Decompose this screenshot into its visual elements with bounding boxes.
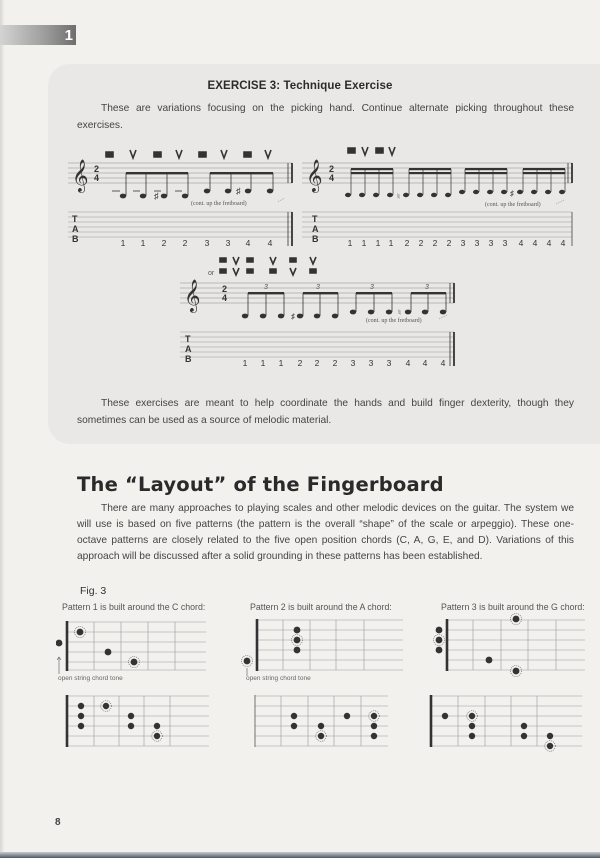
svg-text:A: A — [185, 344, 192, 354]
svg-text:1: 1 — [375, 238, 381, 248]
svg-text:3: 3 — [425, 284, 429, 291]
svg-text:or: or — [208, 270, 215, 277]
svg-text:4: 4 — [405, 358, 411, 368]
svg-text:3: 3 — [460, 238, 466, 248]
page-number: 8 — [55, 817, 61, 828]
svg-text:3: 3 — [370, 284, 374, 291]
section-body-text: There are many approaches to playing scales and other melodic devices on the guitar. The system we will use is based on five patterns (the pattern is the overall “shape” of the scale or arpeggio). These one-octave patterns are closely related to the five open position chords (C, A, G, E, and D). Variations of this approach will be discussed after a solid grounding in these patterns has been established. — [77, 503, 574, 562]
notation-example-2 — [302, 145, 577, 250]
svg-text:1: 1 — [242, 358, 248, 368]
svg-text:2: 2 — [222, 284, 228, 294]
svg-text:T: T — [72, 214, 78, 224]
svg-text:1: 1 — [260, 358, 266, 368]
svg-text:T: T — [185, 334, 191, 344]
page-edge-shadow — [0, 0, 4, 858]
svg-text:B: B — [185, 354, 192, 364]
notation-example-3 — [180, 255, 460, 370]
svg-text:2: 2 — [297, 358, 303, 368]
svg-text:1: 1 — [140, 238, 146, 248]
svg-text:♯: ♯ — [510, 189, 514, 198]
svg-text:A: A — [72, 224, 79, 234]
svg-text:𝄞: 𝄞 — [306, 159, 323, 192]
svg-text:3: 3 — [316, 284, 320, 291]
svg-text:3: 3 — [488, 238, 494, 248]
svg-text:3: 3 — [225, 238, 231, 248]
svg-text:T: T — [312, 214, 318, 224]
svg-text:♯: ♯ — [291, 312, 295, 321]
exercise-outro — [77, 396, 574, 429]
pattern-1-caption: Pattern 1 is built around the C chord: — [62, 602, 206, 612]
svg-text:1: 1 — [278, 358, 284, 368]
svg-text:4: 4 — [560, 238, 566, 248]
svg-text:4: 4 — [422, 358, 428, 368]
svg-text:3: 3 — [350, 358, 356, 368]
svg-text:2: 2 — [329, 164, 335, 174]
svg-text:(cont. up the fretboard): (cont. up the fretboard) — [485, 202, 541, 208]
svg-text:♮: ♮ — [397, 192, 400, 201]
svg-text:4: 4 — [222, 293, 228, 303]
pattern-1-open-string-note: open string chord tone — [58, 675, 123, 682]
svg-text:2: 2 — [161, 238, 167, 248]
svg-text:2: 2 — [332, 358, 338, 368]
svg-text:1: 1 — [120, 238, 126, 248]
svg-text:4: 4 — [546, 238, 552, 248]
pattern-1-diagram-upper — [56, 618, 216, 678]
section-title: The “Layout” of the Fingerboard — [77, 473, 444, 496]
svg-text:1: 1 — [347, 238, 353, 248]
svg-text:4: 4 — [532, 238, 538, 248]
svg-text:4: 4 — [440, 358, 446, 368]
svg-text:2: 2 — [418, 238, 424, 248]
notation-example-1 — [68, 145, 298, 250]
pattern-2-open-string-note: open string chord tone — [246, 675, 311, 682]
svg-text:1: 1 — [361, 238, 367, 248]
svg-text:♯: ♯ — [154, 191, 159, 201]
svg-text:4: 4 — [245, 238, 251, 248]
svg-text:3: 3 — [204, 238, 210, 248]
figure-label: Fig. 3 — [80, 585, 107, 597]
svg-text:𝄞: 𝄞 — [184, 279, 201, 312]
svg-text:4: 4 — [518, 238, 524, 248]
exercise-title: EXERCISE 3: Technique Exercise — [207, 80, 393, 92]
svg-text:2: 2 — [314, 358, 320, 368]
downstroke-icon — [106, 152, 113, 157]
exercise-outro-text: These exercises are meant to help coordinate the hands and build finger dexterity, though they sometimes can be used as a source of melodic material. — [77, 398, 574, 426]
section-body — [77, 501, 574, 565]
svg-text:♯: ♯ — [236, 186, 241, 196]
svg-text:A: A — [312, 224, 319, 234]
svg-text:2: 2 — [432, 238, 438, 248]
svg-text:2: 2 — [94, 164, 100, 174]
chapter-number: 1 — [64, 26, 73, 44]
svg-text:3: 3 — [502, 238, 508, 248]
svg-text:♮: ♮ — [398, 308, 401, 317]
pattern-3-diagram-lower — [425, 692, 595, 754]
svg-text:(cont. up the fretboard): (cont. up the fretboard) — [366, 318, 422, 324]
pattern-2-caption: Pattern 2 is built around the A chord: — [250, 602, 392, 612]
treble-clef-icon: 𝄞 — [72, 159, 89, 192]
pattern-3-diagram-upper — [430, 610, 600, 682]
svg-text:B: B — [72, 234, 79, 244]
chapter-tab — [0, 25, 76, 45]
pattern-2-diagram-upper — [240, 618, 410, 678]
exercise-intro — [77, 101, 574, 134]
svg-text:2: 2 — [182, 238, 188, 248]
pattern-2-diagram-lower — [243, 694, 393, 750]
svg-text:3: 3 — [368, 358, 374, 368]
svg-text:4: 4 — [94, 173, 100, 183]
svg-text:(cont. up the fretboard): (cont. up the fretboard) — [191, 201, 247, 207]
svg-text:B: B — [312, 234, 319, 244]
svg-text:4: 4 — [267, 238, 273, 248]
svg-text:4: 4 — [329, 173, 335, 183]
svg-text:3: 3 — [474, 238, 480, 248]
svg-text:3: 3 — [386, 358, 392, 368]
svg-text:2: 2 — [446, 238, 452, 248]
page-bottom-edge — [0, 852, 600, 858]
svg-text:1: 1 — [388, 238, 394, 248]
svg-text:2: 2 — [404, 238, 410, 248]
exercise-intro-text: These are variations focusing on the picking hand. Continue alternate picking throughout these exercises. — [77, 103, 574, 131]
svg-text:3: 3 — [264, 284, 268, 291]
pattern-1-diagram-lower — [64, 694, 214, 750]
pattern-3-caption: Pattern 3 is built around the G chord: — [441, 602, 585, 612]
